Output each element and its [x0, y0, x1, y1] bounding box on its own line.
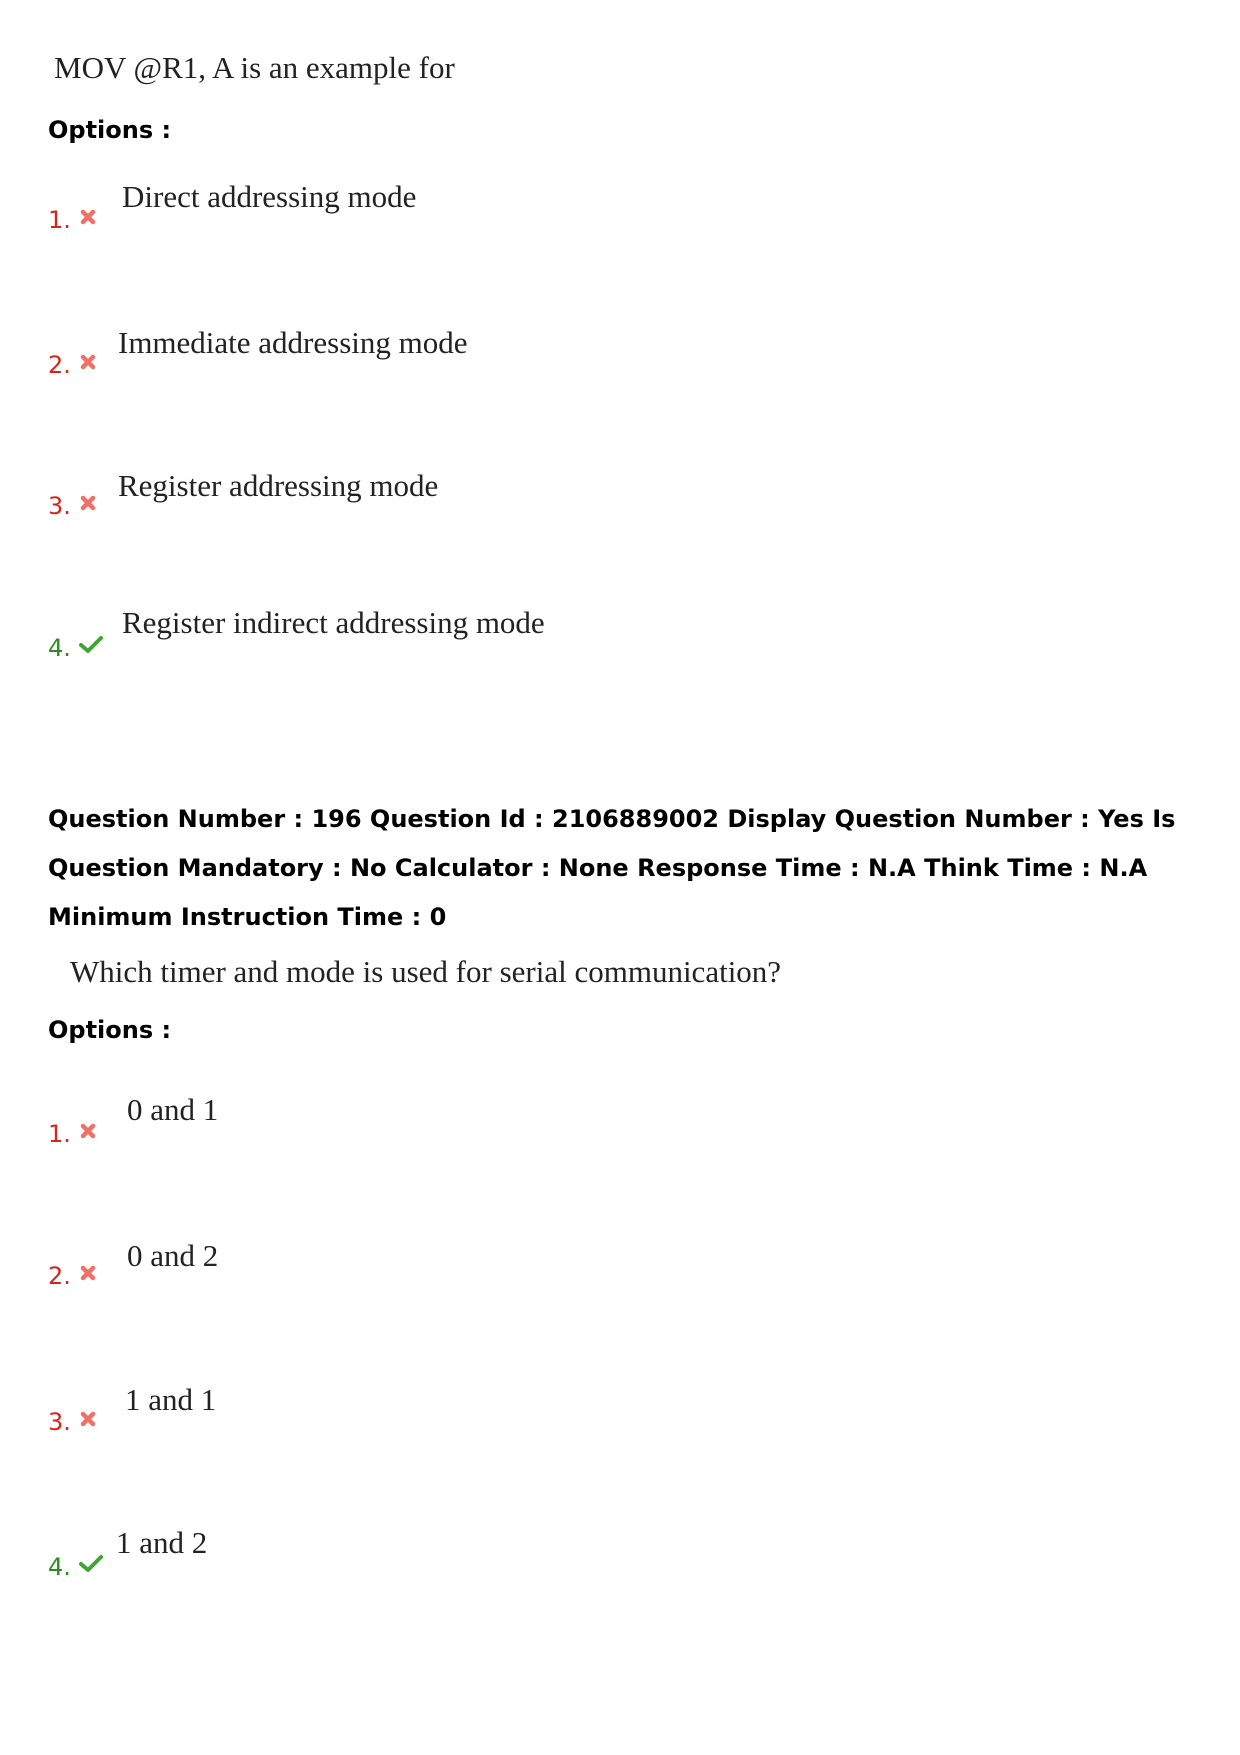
cross-icon	[79, 1122, 97, 1140]
question-text: Which timer and mode is used for serial communication?	[70, 954, 782, 989]
option-text: 1 and 2	[116, 1525, 208, 1560]
cross-icon	[79, 1410, 97, 1428]
options-label: Options :	[48, 1016, 172, 1044]
option-number	[48, 636, 103, 660]
option-text: 1 and 1	[125, 1382, 217, 1417]
option-number-label: 3.	[48, 492, 71, 520]
option-number-label: 1.	[48, 1120, 71, 1148]
option-text: Direct addressing mode	[122, 179, 417, 214]
question-meta: Question Number : 196 Question Id : 2106889002 Display Question Number : Yes Is Question Mandatory : No Calculator : None Response Time : N.A Think Time : N.A Minimum Instruction Time : 0	[48, 805, 1176, 931]
option-number-label: 2.	[48, 351, 71, 379]
option-number	[48, 494, 97, 518]
option-text: Immediate addressing mode	[118, 325, 468, 360]
cross-icon	[79, 494, 97, 512]
option-text: 0 and 2	[127, 1238, 219, 1273]
cross-icon	[79, 1264, 97, 1282]
option-number-label: 4.	[48, 1553, 71, 1581]
check-icon	[79, 636, 103, 654]
option-number	[48, 1122, 97, 1146]
option-text: 0 and 1	[127, 1092, 219, 1127]
option-text: Register indirect addressing mode	[122, 605, 545, 640]
cross-icon	[79, 353, 97, 371]
cross-icon	[79, 208, 97, 226]
option-number-label: 3.	[48, 1408, 71, 1436]
option-number	[48, 353, 97, 377]
question-text: MOV @R1, A is an example for	[54, 50, 455, 85]
options-label: Options :	[48, 116, 172, 144]
option-number	[48, 208, 97, 232]
option-number	[48, 1555, 103, 1579]
option-number-label: 2.	[48, 1262, 71, 1290]
option-number-label: 1.	[48, 206, 71, 234]
option-text: Register addressing mode	[118, 468, 439, 503]
option-number	[48, 1410, 97, 1434]
option-number-label: 4.	[48, 634, 71, 662]
check-icon	[79, 1555, 103, 1573]
option-number	[48, 1264, 97, 1288]
